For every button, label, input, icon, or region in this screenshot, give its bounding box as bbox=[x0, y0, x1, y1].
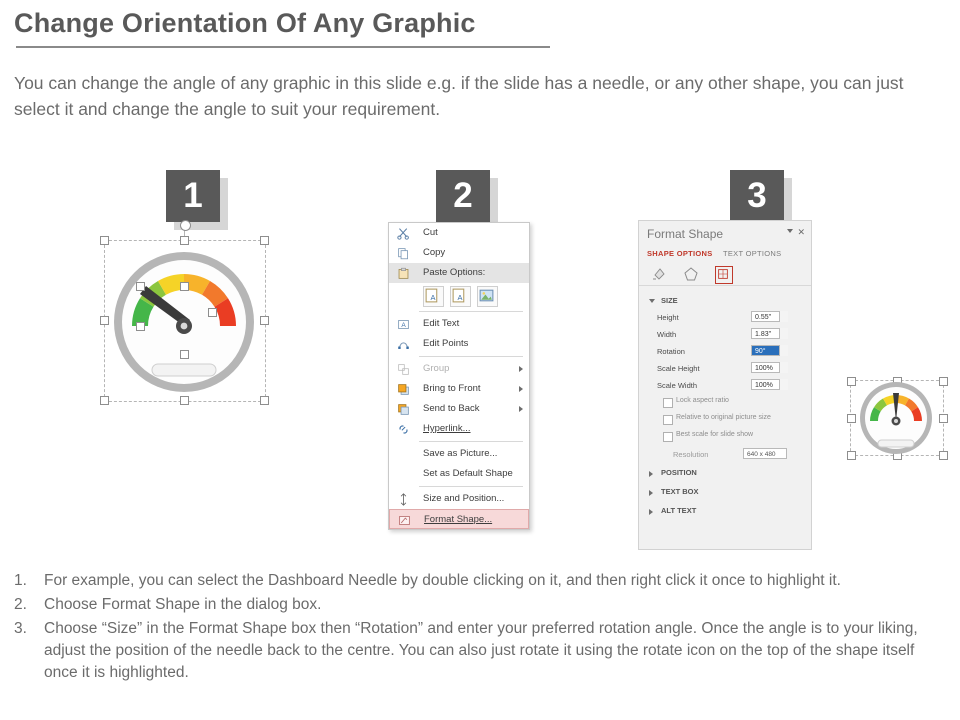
context-menu-label: Copy bbox=[423, 247, 446, 258]
instruction-item bbox=[14, 594, 944, 616]
needle-handle-left[interactable] bbox=[136, 322, 145, 331]
context-menu-item-send-to-back[interactable] bbox=[389, 399, 529, 419]
paste-keep-icon bbox=[424, 287, 441, 304]
scissors-icon bbox=[397, 227, 410, 240]
scale-height-stepper[interactable] bbox=[779, 362, 788, 373]
context-menu-label: Cut bbox=[423, 227, 438, 238]
format-pane-title: Format Shape bbox=[647, 227, 724, 241]
svg-text:A: A bbox=[430, 292, 436, 302]
context-menu-label: Set as Default Shape bbox=[423, 468, 513, 479]
submenu-arrow-icon bbox=[519, 386, 523, 392]
dashboard-gauge-svg bbox=[100, 232, 268, 404]
needle-handle-bottom[interactable] bbox=[180, 350, 189, 359]
context-menu-separator bbox=[419, 311, 523, 312]
instruction-number: 2. bbox=[14, 596, 27, 613]
instruction-text: Choose Format Shape in the dialog box. bbox=[44, 596, 322, 613]
relative-original-size-label: Relative to original picture size bbox=[676, 414, 771, 421]
context-menu-item-edit-points[interactable] bbox=[389, 334, 529, 354]
needle-handle-right[interactable] bbox=[208, 308, 217, 317]
edit-text-icon bbox=[397, 318, 410, 331]
size-position-icon bbox=[397, 493, 410, 506]
paste-option-picture[interactable] bbox=[477, 286, 498, 307]
context-menu-label: Format Shape... bbox=[424, 514, 493, 525]
page-title: Change Orientation Of Any Graphic bbox=[14, 8, 476, 38]
section-alt-text-label: ALT TEXT bbox=[661, 506, 697, 515]
field-label-width: Width bbox=[657, 330, 677, 339]
chevron-down-icon[interactable] bbox=[787, 229, 793, 233]
lock-aspect-ratio-checkbox[interactable] bbox=[663, 398, 673, 408]
height-stepper[interactable] bbox=[779, 311, 788, 322]
resolution-select[interactable]: 640 x 480 bbox=[743, 448, 787, 459]
tab-text-options[interactable]: TEXT OPTIONS bbox=[722, 249, 782, 258]
needle-handle-tl[interactable] bbox=[136, 282, 145, 291]
copy-icon bbox=[397, 247, 410, 260]
step-badge-3: 3 bbox=[730, 170, 784, 222]
format-pane-tabs[interactable] bbox=[647, 249, 781, 258]
svg-text:A: A bbox=[457, 292, 463, 302]
context-menu-separator bbox=[419, 486, 523, 487]
slide-subtitle: You can change the angle of any graphic in this slide e.g. if the slide has a needle, or any other shape, you can just select it and change the angle to suit your requirement. bbox=[14, 73, 904, 119]
section-text-box-label: TEXT BOX bbox=[661, 487, 699, 496]
context-menu-item-paste-options[interactable] bbox=[389, 263, 529, 283]
gauge-graphic-selected[interactable] bbox=[100, 232, 268, 404]
context-menu[interactable] bbox=[388, 222, 530, 530]
context-menu-item-copy[interactable] bbox=[389, 243, 529, 263]
tab-shape-options[interactable]: SHAPE OPTIONS bbox=[647, 249, 713, 258]
context-menu-label: Edit Text bbox=[423, 318, 460, 329]
scale-height-input[interactable]: 100% bbox=[751, 362, 787, 373]
scale-width-input[interactable]: 100% bbox=[751, 379, 787, 390]
position-section-toggle-icon[interactable] bbox=[649, 471, 653, 477]
context-menu-label: Hyperlink... bbox=[423, 423, 471, 434]
size-properties-icon[interactable] bbox=[715, 266, 733, 284]
paste-option-merge-formatting[interactable] bbox=[450, 286, 471, 307]
field-label-scale-height: Scale Height bbox=[657, 364, 700, 373]
width-stepper[interactable] bbox=[779, 328, 788, 339]
field-label-height: Height bbox=[657, 313, 679, 322]
field-label-resolution: Resolution bbox=[673, 450, 709, 459]
rotation-input[interactable]: 90° bbox=[751, 345, 787, 356]
submenu-arrow-icon bbox=[519, 406, 523, 412]
context-menu-item-edit-text[interactable] bbox=[389, 314, 529, 334]
group-icon bbox=[397, 363, 410, 376]
height-input[interactable]: 0.55" bbox=[751, 311, 787, 322]
context-menu-separator bbox=[419, 441, 523, 442]
close-icon[interactable]: ✕ bbox=[797, 227, 805, 237]
instruction-item bbox=[14, 618, 944, 684]
alt-text-section-toggle-icon[interactable] bbox=[649, 509, 653, 515]
format-pane-icon-bar[interactable] bbox=[639, 263, 811, 286]
hyperlink-icon bbox=[397, 423, 410, 436]
format-shape-pane[interactable] bbox=[638, 220, 812, 550]
rotation-handle[interactable] bbox=[180, 220, 191, 231]
context-menu-label: Send to Back bbox=[423, 403, 480, 414]
section-size-label: SIZE bbox=[661, 296, 678, 305]
field-label-rotation: Rotation bbox=[657, 347, 685, 356]
relative-original-size-checkbox[interactable] bbox=[663, 415, 673, 425]
width-input[interactable]: 1.83" bbox=[751, 328, 787, 339]
paste-picture-icon bbox=[478, 287, 495, 304]
instructions-list bbox=[14, 570, 944, 686]
step-badge-2: 2 bbox=[436, 170, 490, 222]
paste-option-keep-formatting[interactable] bbox=[423, 286, 444, 307]
context-menu-label: Paste Options: bbox=[423, 267, 486, 278]
context-menu-separator bbox=[419, 356, 523, 357]
size-section-toggle-icon[interactable] bbox=[649, 299, 655, 303]
field-label-scale-width: Scale Width bbox=[657, 381, 698, 390]
needle-handle-top[interactable] bbox=[180, 282, 189, 291]
paste-merge-icon bbox=[451, 287, 468, 304]
context-menu-label: Edit Points bbox=[423, 338, 469, 349]
context-menu-label: Bring to Front bbox=[423, 383, 481, 394]
context-menu-item-cut[interactable] bbox=[389, 223, 529, 243]
title-divider bbox=[16, 46, 550, 48]
context-menu-item-hyperlink[interactable] bbox=[389, 419, 529, 439]
context-menu-label: Group bbox=[423, 363, 450, 374]
context-menu-label: Save as Picture... bbox=[423, 448, 498, 459]
context-menu-item-bring-to-front[interactable] bbox=[389, 379, 529, 399]
bring-front-icon bbox=[397, 383, 410, 396]
submenu-arrow-icon bbox=[519, 366, 523, 372]
context-menu-item-group[interactable] bbox=[389, 359, 529, 379]
best-scale-slideshow-label: Best scale for slide show bbox=[676, 431, 754, 438]
context-menu-item-size-and-position[interactable] bbox=[389, 489, 529, 509]
context-menu-item-format-shape[interactable] bbox=[389, 509, 529, 529]
best-scale-slideshow-checkbox[interactable] bbox=[663, 432, 673, 442]
fill-line-icon[interactable] bbox=[651, 266, 667, 282]
instruction-item bbox=[14, 570, 944, 592]
edit-points-icon bbox=[397, 338, 410, 351]
context-menu-item-set-default-shape[interactable] bbox=[389, 464, 529, 484]
instruction-number: 1. bbox=[14, 572, 27, 589]
gauge-graphic-rotated[interactable] bbox=[848, 378, 944, 456]
scale-width-stepper[interactable] bbox=[779, 379, 788, 390]
dashboard-gauge-rotated-svg bbox=[848, 378, 944, 456]
section-position-label: POSITION bbox=[661, 468, 697, 477]
paste-options-row[interactable] bbox=[389, 283, 529, 309]
instruction-number: 3. bbox=[14, 620, 27, 637]
paste-icon bbox=[397, 267, 410, 280]
text-box-section-toggle-icon[interactable] bbox=[649, 490, 653, 496]
context-menu-item-save-as-picture[interactable] bbox=[389, 444, 529, 464]
instruction-text: Choose “Size” in the Format Shape box then “Rotation” and enter your preferred rotation angle. Once the angle is to your liking, adjust the position of the needle back to the centre. You can also just rotate it using the rotate icon on the top of the shape itself once it is highlighted. bbox=[44, 620, 918, 681]
svg-text:A: A bbox=[401, 321, 406, 329]
format-shape-icon bbox=[398, 514, 411, 527]
rotation-stepper[interactable] bbox=[779, 345, 788, 356]
lock-aspect-ratio-label: Lock aspect ratio bbox=[676, 397, 729, 404]
step-badge-1: 1 bbox=[166, 170, 220, 222]
instruction-text: For example, you can select the Dashboard Needle by double clicking on it, and then right click it once to highlight it. bbox=[44, 572, 841, 589]
context-menu-label: Size and Position... bbox=[423, 493, 505, 504]
send-back-icon bbox=[397, 403, 410, 416]
effects-pentagon-icon[interactable] bbox=[683, 266, 699, 282]
